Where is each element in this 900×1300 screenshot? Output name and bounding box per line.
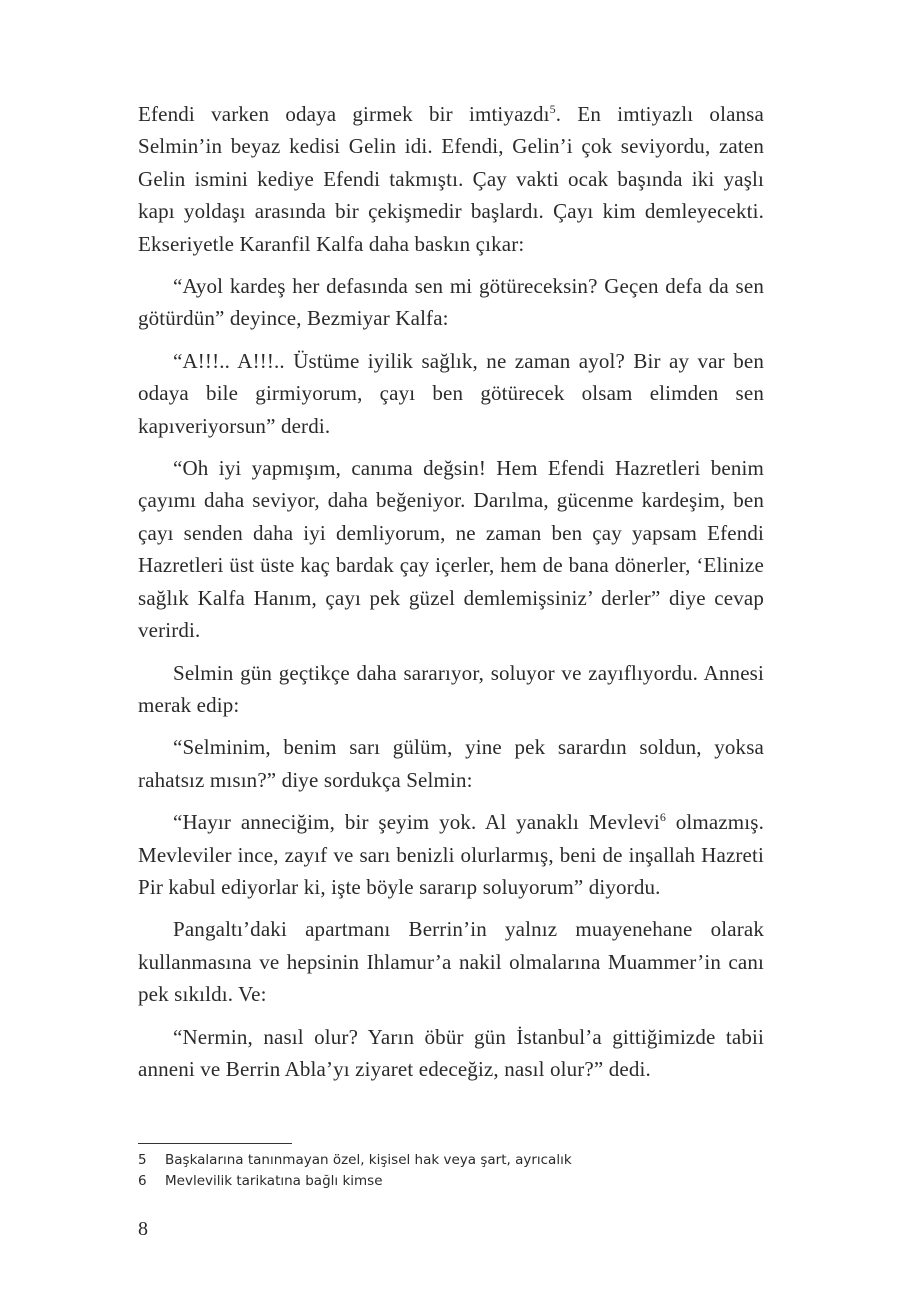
paragraph-2: “Ayol kardeş her defasında sen mi götüreceksin? Geçen defa da sen götürdün” deyince, Bezmiyar Kalfa: <box>138 274 764 331</box>
footnote-number: 6 <box>138 1173 147 1189</box>
paragraph-9: “Nermin, nasıl olur? Yarın öbür gün İstanbul’a gittiğimizde tabii anneni ve Berrin Abla’yı ziyaret edeceğiz, nasıl olur?” dedi. <box>138 1024 764 1081</box>
footnote-6 <box>138 1171 778 1192</box>
paragraph-3: “A!!!.. A!!!.. Üstüme iyilik sağlık, ne zaman ayol? Bir ay var ben odaya bile girmiyorum, çayı ben götürecek olsam elimden sen kapıveriyorsun” derdi. <box>138 348 764 438</box>
paragraph-6: “Selminim, benim sarı gülüm, yine pek sarardın soldun, yoksa rahatsız mısın?” diye sordukça Selmin: <box>138 735 764 792</box>
paragraph-5: Selmin gün geçtikçe daha sararıyor, soluyor ve zayıflıyordu. Annesi merak edip: <box>138 660 764 717</box>
body-text <box>138 98 764 1095</box>
footnotes <box>138 1150 778 1192</box>
paragraph-7: “Hayır anneciğim, bir şeyim yok. Al yanaklı Mevlevi$^6$ olmazmış. Mevleviler ince, zayıf ve sarı benizli olurlarmış, beni de inşallah Hazreti Pir kabul ediyorlar ki, işte böyle sararıp soluyorum” diyordu. <box>138 810 765 899</box>
footnote-divider <box>138 1143 292 1144</box>
footnote-text: Başkalarına tanınmayan özel, kişisel hak veya şart, ayrıcalık <box>165 1152 572 1168</box>
page-number: 8 <box>138 1218 148 1240</box>
paragraph-4: “Oh iyi yapmışım, canıma değsin! Hem Efendi Hazretleri benim çayımı daha seviyor, daha beğeniyor. Darılma, gücenme kardeşim, ben çayı senden daha iyi demliyorum, ne zaman ben çay yapsam Efendi Hazretleri üst üste kaç bardak çay içerler, hem de bana dönerler, ‘Elinize sağlık Kalfa Hanım, çayı pek güzel demlemişsiniz’ derler” diye cevap verirdi. <box>138 456 764 643</box>
footnote-number: 5 <box>138 1152 147 1168</box>
paragraph-8: Pangaltı’daki apartmanı Berrin’in yalnız muayenehane olarak kullanmasına ve hepsinin Ihlamur’a nakil olmalarına Muammer’in canı pek sıkıldı. Ve: <box>138 917 764 1007</box>
footnote-ref-6[interactable]: 6 <box>659 810 666 825</box>
footnote-5 <box>138 1150 778 1171</box>
footnote-ref-5[interactable]: 5 <box>549 102 556 116</box>
footnote-text: Mevlevilik tarikatına bağlı kimse <box>165 1173 383 1189</box>
paragraph-1: Efendi varken odaya girmek bir imtiyazdı$^5$. En imtiyazlı olansa Selmin’in beyaz kedisi Gelin idi. Efendi, Gelin’i çok seviyordu, zaten Gelin ismini kediye Efendi takmıştı. Çay vakti ocak başında iki yaşlı kapı yoldaşı arasında bir çekişmedir başlardı. Çayı kim demleyecekti. Ekseriyetle Karanfil Kalfa daha baskın çıkar: <box>138 102 764 256</box>
